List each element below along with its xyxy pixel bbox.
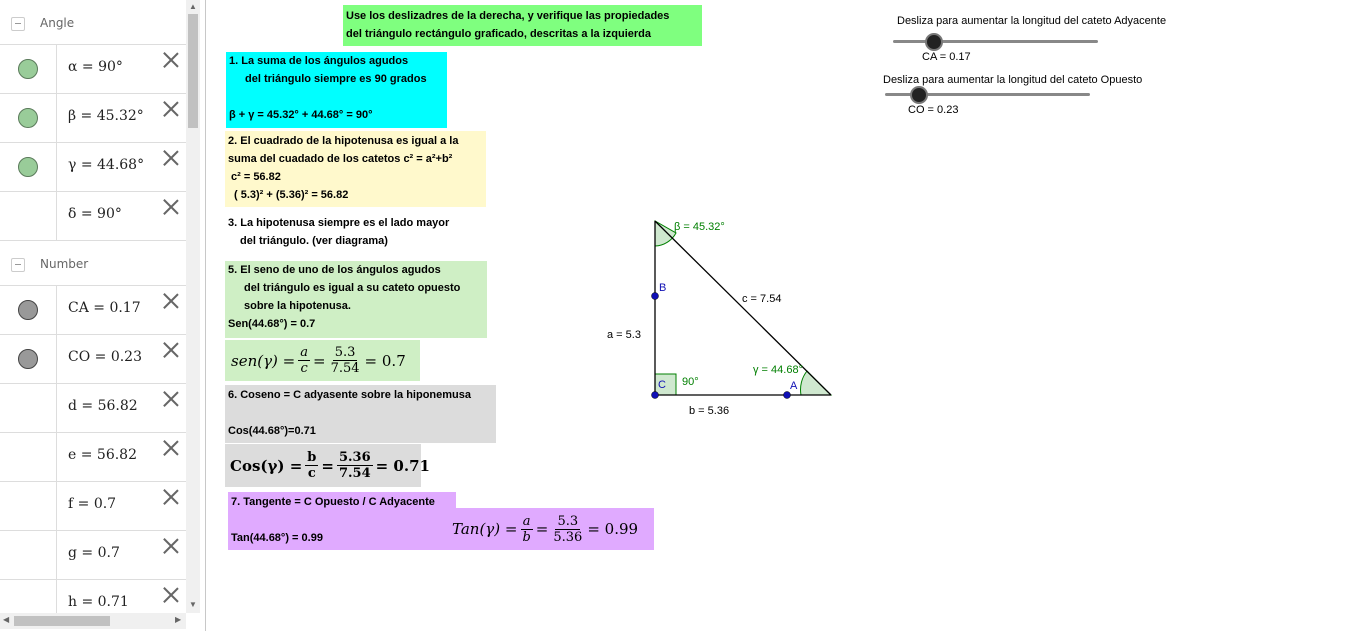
property-text: 2. El cuadrado de la hipotenusa es igual a la xyxy=(228,135,459,147)
property-text: Cos(44.68°)=0.71 xyxy=(228,425,316,437)
numerator: 5.36 xyxy=(338,450,371,465)
numerator: a xyxy=(522,513,531,529)
point-b-label: B xyxy=(659,282,667,294)
numerator: 5.3 xyxy=(334,345,356,360)
slider-ca-value: CA = 0.17 xyxy=(922,51,971,63)
point-b[interactable] xyxy=(652,293,659,300)
denominator: 7.54 xyxy=(338,466,371,481)
point-c-label: C xyxy=(658,379,666,391)
formula-lhs: sen(γ) = xyxy=(231,351,296,370)
numerator: b xyxy=(307,450,317,465)
expression[interactable]: δ = 90° xyxy=(68,206,122,222)
property-text: ( 5.3)² + (5.36)² = 56.82 xyxy=(234,189,349,201)
point-a-label: A xyxy=(790,380,798,392)
right-angle-label: 90° xyxy=(682,376,699,388)
sine-formula: sen(γ) = $\frac{a}{c}$ = $\frac{5.3}{7.54}$ = 0.7 xyxy=(225,340,420,381)
property-text: c² = 56.82 xyxy=(231,171,281,183)
expression[interactable]: h = 0.71 xyxy=(68,594,129,610)
property-text: 3. La hipotenusa siempre es el lado mayor xyxy=(228,217,450,229)
group-title-number: Number xyxy=(40,257,89,271)
denominator: c xyxy=(300,361,308,376)
expression[interactable]: e = 56.82 xyxy=(68,447,137,463)
angle-gamma-arc[interactable] xyxy=(801,371,831,395)
formula-result: = 0.99 xyxy=(587,520,639,538)
formula-lhs: Tan(γ) = xyxy=(452,520,518,538)
scroll-right-icon[interactable]: ▶ xyxy=(175,615,182,624)
instructions-line: Use los deslizadres de la derecha, y verifique las propiedades xyxy=(346,10,670,22)
scroll-left-icon[interactable]: ◀ xyxy=(3,615,10,624)
expression[interactable]: g = 0.7 xyxy=(68,545,120,561)
point-a[interactable] xyxy=(784,392,791,399)
slider-ca-caption: Desliza para aumentar la longitud del cateto Adyacente xyxy=(897,15,1167,27)
formula-lhs: Cos(γ) = xyxy=(230,456,303,475)
property-text: Sen(44.68°) = 0.7 xyxy=(228,318,316,330)
expression[interactable]: α = 90° xyxy=(68,59,123,75)
slider-co-value: CO = 0.23 xyxy=(908,104,959,116)
expression[interactable]: γ = 44.68° xyxy=(68,157,145,173)
expression[interactable]: f = 0.7 xyxy=(68,496,117,512)
cosine-formula: Cos(γ) = $\frac{b}{c}$ = $\frac{5.36}{7.54}$ = 0.71 xyxy=(225,444,421,487)
denominator: c xyxy=(307,466,316,481)
property-text: Tan(44.68°) = 0.99 xyxy=(231,532,323,544)
property-text: 1. La suma de los ángulos agudos xyxy=(229,55,409,67)
expression[interactable]: CO = 0.23 xyxy=(68,349,142,365)
side-b-label: b = 5.36 xyxy=(689,405,730,417)
expression[interactable]: CA = 0.17 xyxy=(68,300,141,316)
property-text: 7. Tangente = C Opuesto / C Adyacente xyxy=(231,496,435,508)
tangent-formula: Tan(γ) = $\frac{a}{b}$ = $\frac{5.3}{5.36}$ = 0.99 xyxy=(452,513,639,545)
property-text: del triángulo es igual a su cateto opuesto xyxy=(244,282,461,294)
expression[interactable]: d = 56.82 xyxy=(68,398,138,414)
scroll-down-icon[interactable]: ▼ xyxy=(189,600,197,609)
denominator: 7.54 xyxy=(330,361,360,376)
property-text: suma del cuadado de los catetos c² = a²+b² xyxy=(228,153,453,165)
instructions-line: del triángulo rectángulo graficado, descritas a la izquierda xyxy=(346,28,652,40)
slider-co-caption: Desliza para aumentar la longitud del cateto Opuesto xyxy=(883,74,1143,86)
numerator: a xyxy=(300,345,309,360)
expression[interactable]: β = 45.32° xyxy=(68,108,144,124)
beta-label: β = 45.32° xyxy=(674,221,725,233)
side-a-label: a = 5.3 xyxy=(607,329,641,341)
property-text: 5. El seno de uno de los ángulos agudos xyxy=(228,264,441,276)
formula-result: = 0.7 xyxy=(364,351,406,370)
scroll-up-icon[interactable]: ▲ xyxy=(189,2,197,11)
gamma-label: γ = 44.68° xyxy=(753,364,803,376)
property-equation: β + γ = 45.32° + 44.68° = 90° xyxy=(229,109,373,121)
denominator: 5.36 xyxy=(553,529,583,545)
numerator: 5.3 xyxy=(557,513,579,529)
point-c[interactable] xyxy=(652,392,659,399)
group-title-angle: Angle xyxy=(40,16,75,30)
property-text: 6. Coseno = C adyasente sobre la hiponemusa xyxy=(228,389,471,401)
property-text: del triángulo siempre es 90 grados xyxy=(245,73,427,85)
side-c-label: c = 7.54 xyxy=(742,293,782,305)
property-text: sobre la hipotenusa. xyxy=(244,300,351,312)
side-c[interactable] xyxy=(655,221,831,395)
property-text: del triángulo. (ver diagrama) xyxy=(240,235,388,247)
denominator: b xyxy=(522,529,531,545)
formula-result: = 0.71 xyxy=(375,456,430,475)
